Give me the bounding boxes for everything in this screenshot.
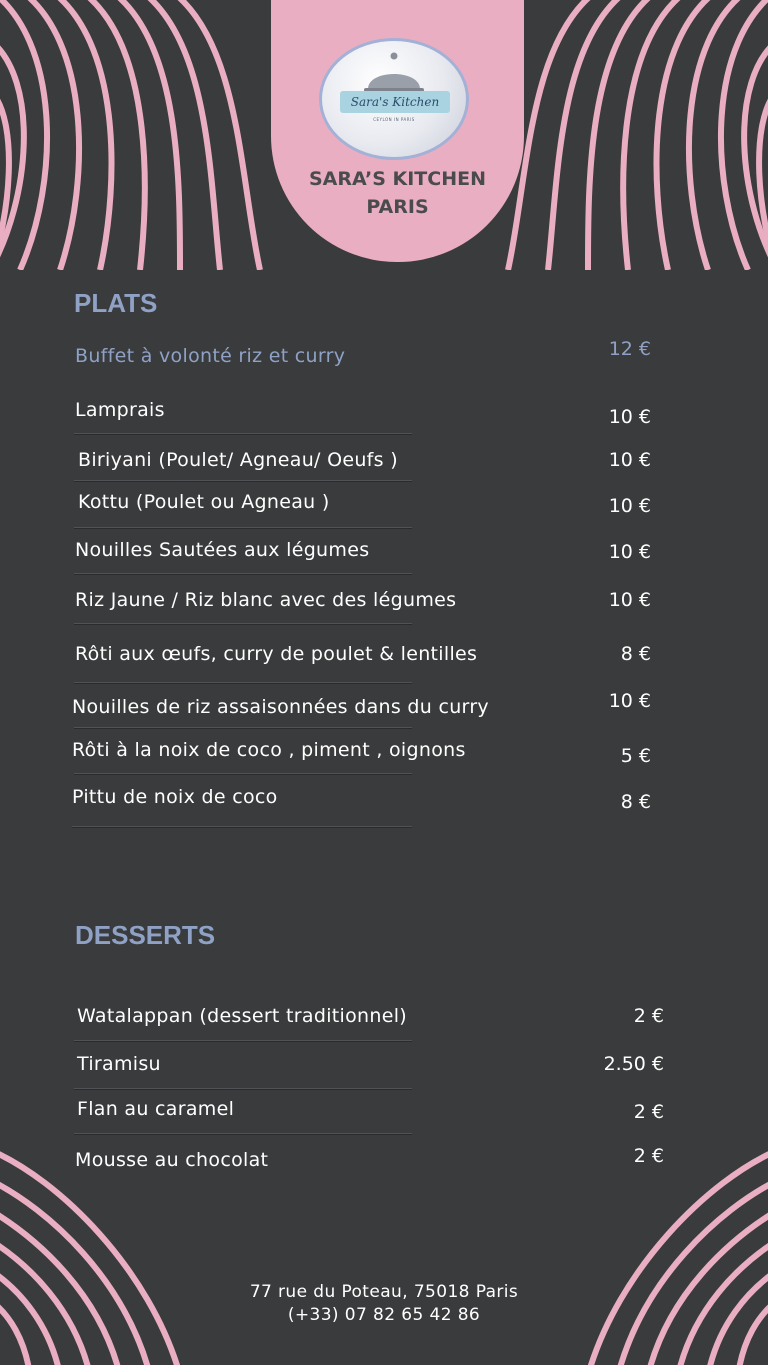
- logo-tagline: CEYLON IN PARIS: [373, 117, 415, 122]
- menu-item-name: Flan au caramel: [77, 1098, 235, 1120]
- menu-item-price: 10 €: [608, 406, 651, 428]
- menu-item-price: 5 €: [620, 745, 651, 767]
- menu-item-name: Tiramisu: [77, 1053, 161, 1075]
- menu-item-price: 8 €: [620, 791, 651, 813]
- restaurant-name: [271, 165, 524, 221]
- cloche-icon: [362, 51, 426, 93]
- restaurant-name-line2: PARIS: [366, 196, 429, 218]
- menu-item-price: 10 €: [608, 690, 651, 712]
- menu-item-name: Nouilles de riz assaisonnées dans du curry: [72, 696, 489, 718]
- menu-item-price: 2 €: [633, 1101, 664, 1123]
- divider: [74, 480, 412, 482]
- divider: [74, 1040, 412, 1042]
- divider: [74, 727, 412, 729]
- footer-contact: [0, 1281, 768, 1327]
- menu-item-name: Rôti aux œufs, curry de poulet & lentilles: [75, 643, 478, 665]
- menu-item-price: 10 €: [608, 449, 651, 471]
- menu-item-name: Mousse au chocolat: [75, 1149, 269, 1171]
- menu-item-name: Biriyani (Poulet/ Agneau/ Oeufs ): [78, 449, 398, 471]
- menu-item-name: Riz Jaune / Riz blanc avec des légumes: [75, 589, 457, 611]
- menu-item-price: 2.50 €: [603, 1053, 664, 1075]
- address: 77 rue du Poteau, 75018 Paris: [249, 1282, 519, 1302]
- divider: [74, 1133, 412, 1135]
- header-badge: [271, 0, 524, 262]
- decorative-stripes-top-left: [0, 0, 290, 270]
- phone-number[interactable]: (+33) 07 82 65 42 86: [287, 1305, 481, 1325]
- restaurant-name-line1: SARA’S KITCHEN: [309, 168, 486, 190]
- decorative-stripes-bottom-left: [0, 1140, 220, 1365]
- menu-item-name: Rôti à la noix de coco , piment , oignons: [72, 739, 466, 761]
- menu-item-name: Watalappan (dessert traditionnel): [77, 1005, 407, 1027]
- divider: [74, 573, 412, 575]
- menu-item-name: Buffet à volonté riz et curry: [75, 345, 346, 367]
- logo-script-banner: Sara's Kitchen: [340, 91, 450, 113]
- menu-item-price: 12 €: [608, 338, 651, 360]
- menu-item-price: 10 €: [608, 541, 651, 563]
- menu-item-name: Kottu (Poulet ou Agneau ): [78, 491, 330, 513]
- divider: [74, 773, 412, 775]
- menu-item-price: 10 €: [608, 589, 651, 611]
- divider: [74, 623, 412, 625]
- divider: [72, 826, 412, 828]
- restaurant-logo: [319, 38, 469, 160]
- section-title-desserts: DESSERTS: [75, 920, 216, 950]
- divider: [74, 527, 412, 529]
- menu-item-name: Pittu de noix de coco: [72, 786, 278, 808]
- menu-item-name: Lamprais: [75, 399, 165, 421]
- section-title-plats: PLATS: [74, 288, 158, 318]
- divider: [74, 682, 412, 684]
- divider: [74, 1088, 412, 1090]
- menu-item-price: 10 €: [608, 495, 651, 517]
- divider: [74, 433, 412, 435]
- menu-item-price: 2 €: [633, 1145, 664, 1167]
- menu-item-price: 2 €: [633, 1005, 664, 1027]
- decorative-stripes-bottom-right: [548, 1140, 768, 1365]
- menu-item-price: 8 €: [620, 643, 651, 665]
- menu-item-name: Nouilles Sautées aux légumes: [75, 539, 370, 561]
